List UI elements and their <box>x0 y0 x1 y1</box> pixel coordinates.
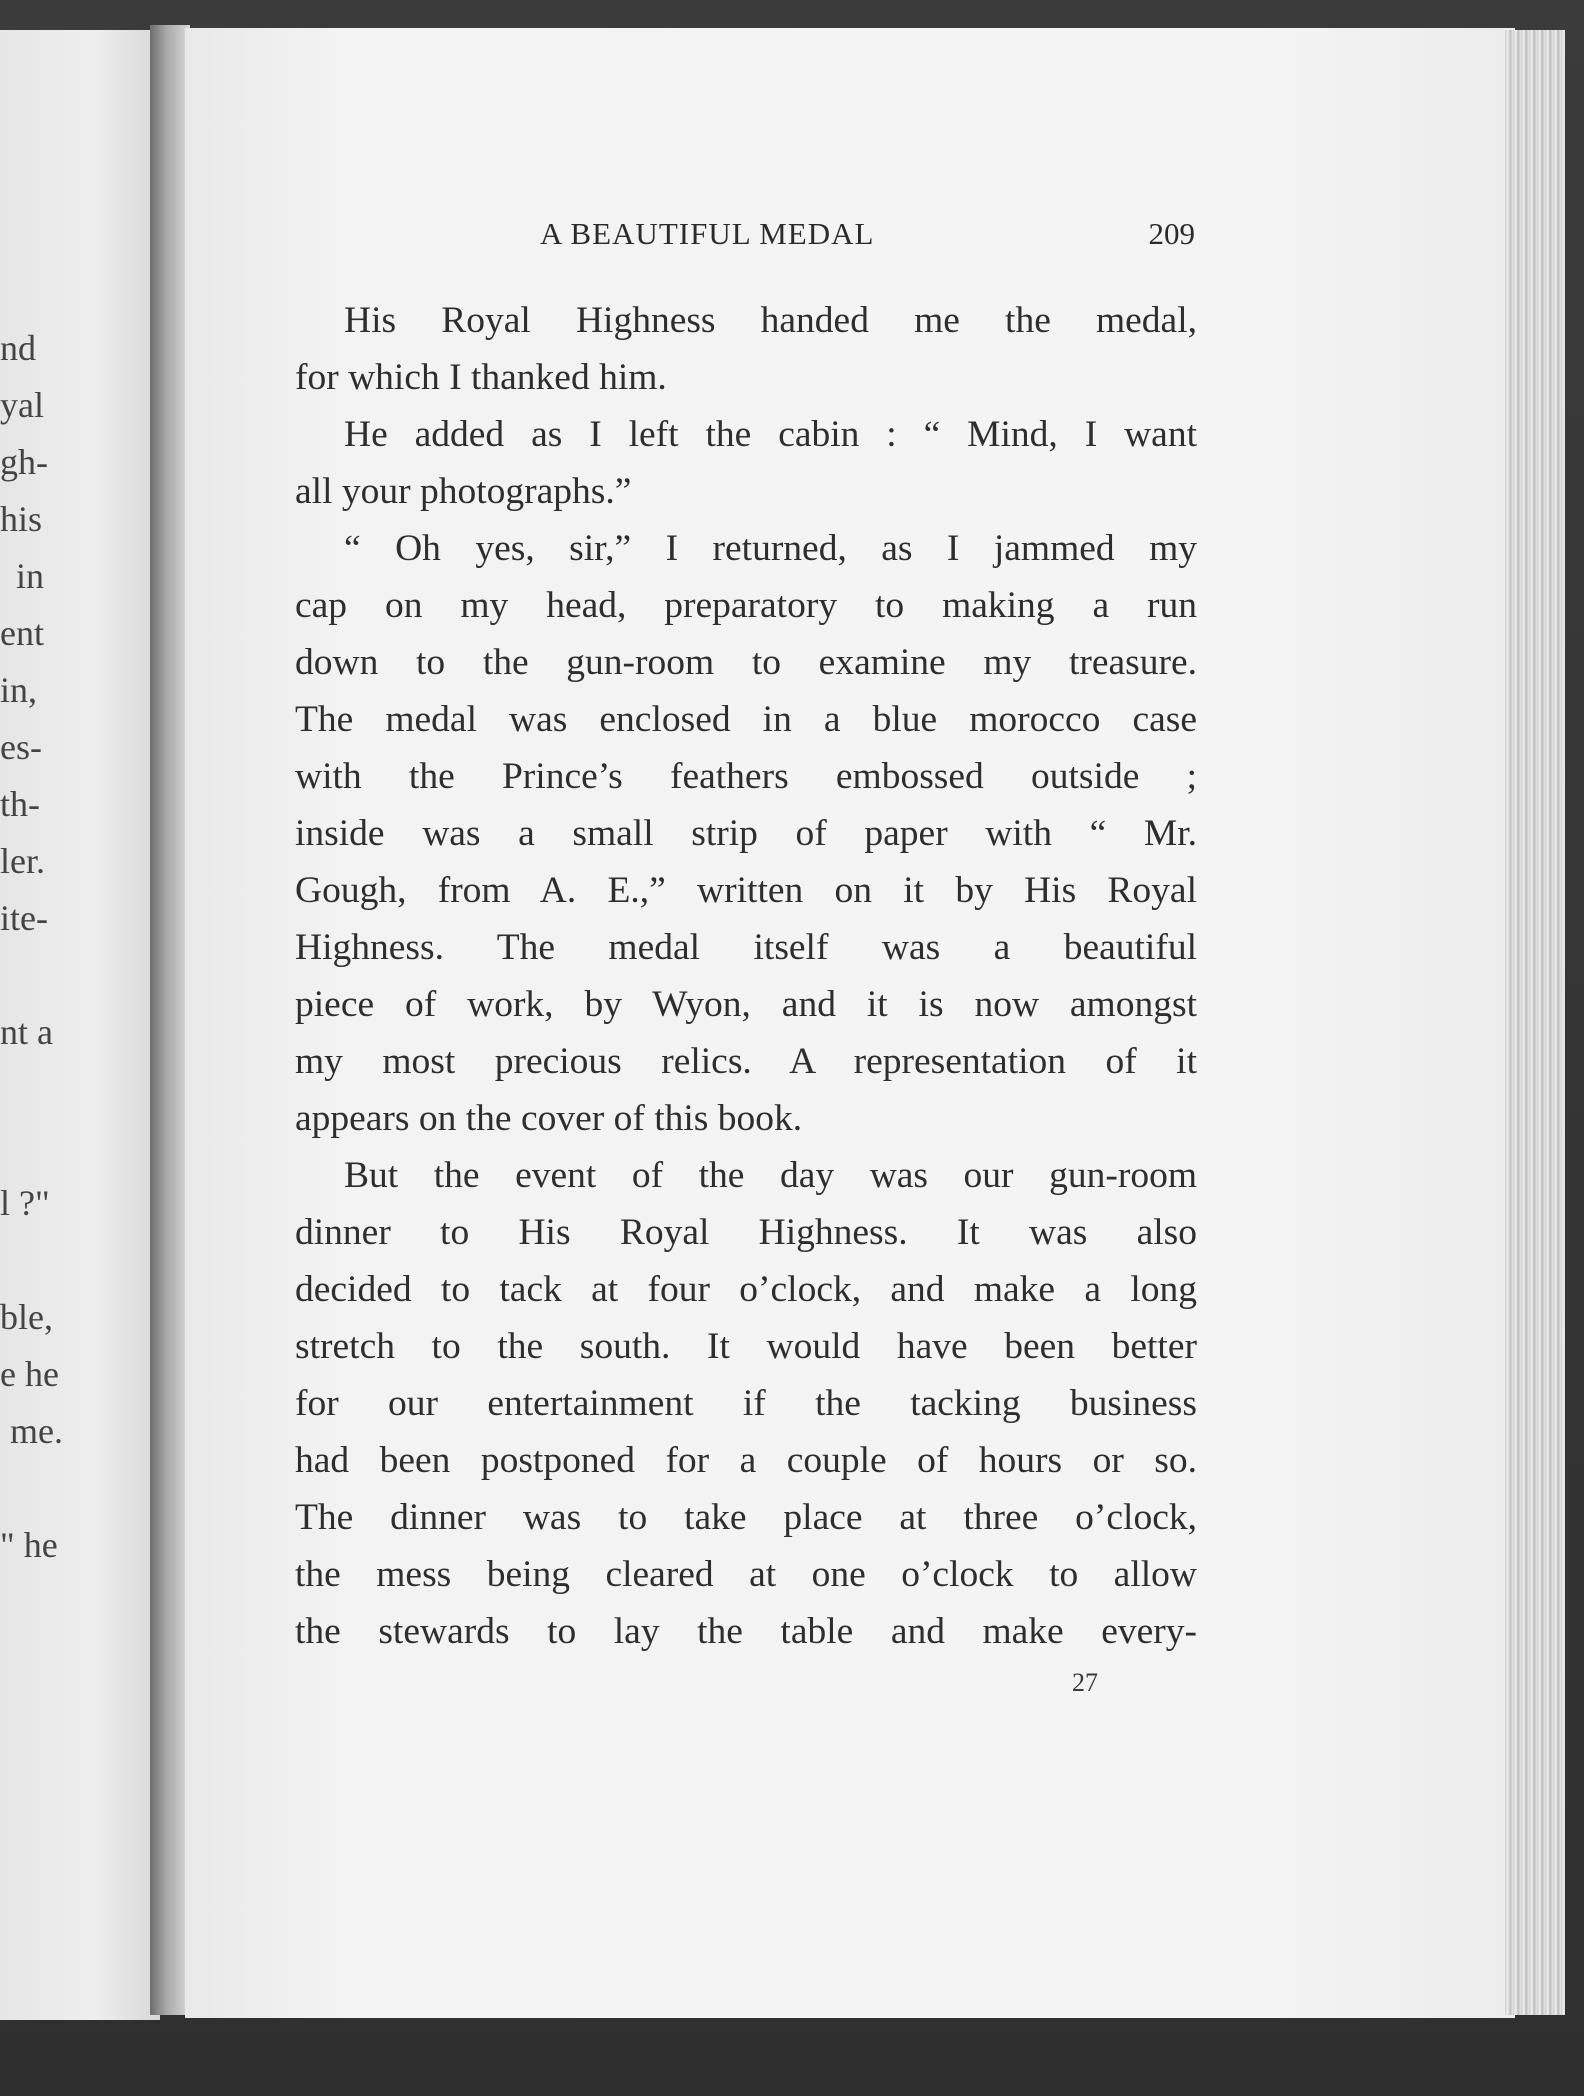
left-edge-line: nd <box>0 328 36 368</box>
left-page <box>0 30 160 2020</box>
running-title: A BEAUTIFUL MEDAL <box>540 216 875 251</box>
left-edge-line <box>0 1118 90 1175</box>
text-line: The medal was enclosed in a blue morocco case <box>295 699 1197 740</box>
text-line: had been postponed for a couple of hours or so. <box>295 1440 1197 1481</box>
text-line: But the event of the day was our gun-room <box>344 1155 1197 1196</box>
text-line: appears on the cover of this book. <box>295 1098 803 1139</box>
text-line: with the Prince’s feathers embossed outside ; <box>295 756 1197 797</box>
left-edge-line: ble, <box>0 1297 53 1337</box>
left-edge-line: es- <box>0 727 42 767</box>
text-line: decided to tack at four o’clock, and make a long <box>295 1269 1197 1310</box>
text-line: my most precious relics. A representation of it <box>295 1041 1197 1082</box>
text-line: “ Oh yes, sir,” I returned, as I jammed my <box>344 528 1197 569</box>
left-edge-line: nt a <box>0 1012 53 1052</box>
signature-mark: 27 <box>1072 1668 1098 1697</box>
left-edge-line: ler. <box>0 841 45 881</box>
text-line: Highness. The medal itself was a beautiful <box>295 927 1197 968</box>
left-edge-line <box>0 1460 90 1517</box>
text-line: the mess being cleared at one o’clock to allow <box>295 1554 1197 1595</box>
left-edge-line: l ?" <box>0 1183 50 1223</box>
text-line: for our entertainment if the tacking business <box>295 1383 1197 1424</box>
left-edge-line: in, <box>0 670 38 710</box>
left-edge-line: me. <box>10 1411 63 1451</box>
body-text <box>295 292 1197 1660</box>
text-line: for which I thanked him. <box>295 357 667 398</box>
left-edge-line: his <box>0 499 43 539</box>
text-line: The dinner was to take place at three o’clock, <box>295 1497 1197 1538</box>
text-line: down to the gun-room to examine my treasure. <box>295 642 1197 683</box>
text-line: He added as I left the cabin : “ Mind, I want <box>344 414 1197 455</box>
left-edge-line: ent <box>0 613 44 653</box>
left-edge-line <box>0 1061 90 1118</box>
text-line: the stewards to lay the table and make every- <box>295 1611 1197 1652</box>
left-edge-line: yal <box>0 385 44 425</box>
left-edge-line: ite- <box>0 898 48 938</box>
text-line: inside was a small strip of paper with “ Mr. <box>295 813 1197 854</box>
text-line: all your photographs.” <box>295 471 632 512</box>
left-page-edge-text <box>0 320 90 1574</box>
page-edges <box>1505 30 1565 2015</box>
left-edge-line: " he <box>0 1525 58 1565</box>
text-line: dinner to His Royal Highness. It was also <box>295 1212 1197 1253</box>
page-number: 209 <box>1148 216 1195 251</box>
text-line: piece of work, by Wyon, and it is now amongst <box>295 984 1197 1025</box>
text-line: His Royal Highness handed me the medal, <box>344 300 1197 341</box>
left-edge-line: e he <box>0 1354 59 1394</box>
text-line: cap on my head, preparatory to making a run <box>295 585 1197 626</box>
left-edge-line: th- <box>0 784 40 824</box>
left-edge-line: gh- <box>0 442 48 482</box>
left-edge-line: in <box>16 556 45 596</box>
left-edge-line <box>0 947 90 1004</box>
text-line: Gough, from A. E.,” written on it by His Royal <box>295 870 1197 911</box>
book-gutter <box>150 25 190 2015</box>
text-line: stretch to the south. It would have been better <box>295 1326 1197 1367</box>
left-edge-line <box>0 1232 90 1289</box>
running-head <box>295 216 1195 260</box>
